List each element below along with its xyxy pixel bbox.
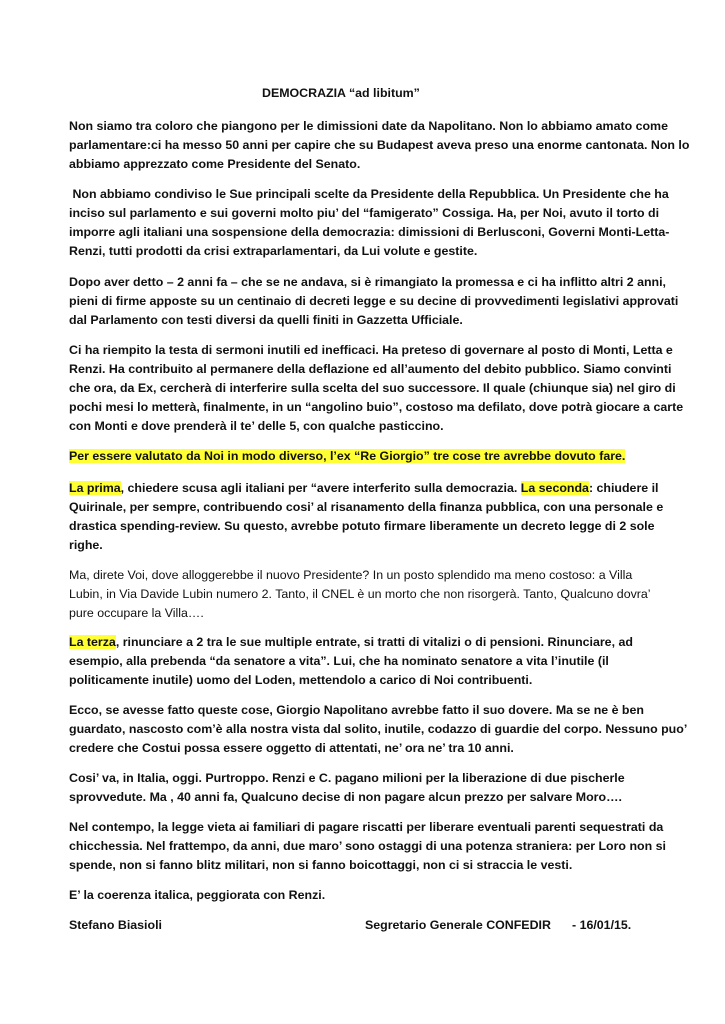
text-line: dal Parlamento con testi diversi da quelli finiti in Gazzetta Ufficiale. — [69, 313, 463, 327]
highlighted-text: La terza — [69, 635, 116, 649]
text-line — [69, 633, 669, 652]
text-line: credere che Costui possa essere oggetto di attentati, ne’ ora ne’ tra 10 anni. — [69, 741, 514, 755]
text-line: righe. — [69, 538, 103, 552]
text-line: Ci ha riempito la testa di sermoni inutili ed inefficaci. Ha preteso di governare al posto di Monti, Letta e — [69, 343, 673, 357]
highlighted-text: Per essere valutato da Noi in modo diverso, l’ex “Re Giorgio” tre cose tre avrebbe dovuto fare. — [69, 449, 626, 463]
text-line: Lubin, in Via Davide Lubin numero 2. Tanto, il CNEL è un morto che non risorgerà. Tanto, Qualcuno dovra’ — [69, 587, 651, 601]
text-line: chicchessia. Nel frattempo, da anni, due maro’ sono ostaggi di una potenza straniera: per Loro non si — [69, 839, 666, 853]
signature-name: Stefano Biasioli — [69, 918, 162, 932]
text-line: pieni di firme apposte su un centinaio di decreti legge e su decine di provvedimenti legislativi approvati — [69, 294, 679, 308]
text-line: Dopo aver detto – 2 anni fa – che se ne andava, si è rimangiato la promessa e ci ha inflitto altri 2 anni, — [69, 275, 667, 289]
text-line: drastica spending-review. Su questo, avrebbe potuto firmare liberamente un decreto legge di 2 sole — [69, 519, 655, 533]
text-line: inciso sul parlamento e sui governi molto piu’ del “famigerato” Cossiga. Ha, per Noi, avuto il torto di — [69, 206, 660, 220]
paragraph-6 — [69, 479, 669, 555]
text-line: Renzi, tutti prodotti da crisi extraparlamentari, da Lui volute e gestite. — [69, 244, 478, 258]
paragraph-11 — [69, 818, 669, 875]
text-line: guardato, nascosto com’è alla nostra vista dal solito, inutile, codazzo di guardie del corpo. Nessuno puo’ — [69, 722, 688, 736]
document-title: DEMOCRAZIA “ad libitum” — [262, 86, 420, 100]
text-line: Quirinale, per sempre, contribuendo cosi’ al risanamento della finanza pubblica, con una personale e — [69, 500, 664, 514]
paragraph-7 — [69, 566, 669, 623]
text-line: che ora, da Ex, cercherà di interferire sulla scelta del suo successore. Il quale (chiunque sia) nel giro di — [69, 381, 676, 395]
paragraph-4 — [69, 341, 684, 436]
text-line: Ecco, se avesse fatto queste cose, Giorgio Napolitano avrebbe fatto il suo dovere. Ma se ne è ben — [69, 703, 644, 717]
text-line: E’ la coerenza italica, peggiorata con Renzi. — [69, 888, 326, 902]
text-line: Non abbiamo condiviso le Sue principali scelte da Presidente della Repubblica. Un Presidente che ha — [69, 187, 669, 201]
text-line: parlamentare:ci ha messo 50 anni per capire che su Budapest aveva preso una enorme cantonata. Non lo — [69, 138, 690, 152]
paragraph-10 — [69, 769, 669, 807]
text-line: Non siamo tra coloro che piangono per le dimissioni date da Napolitano. Non lo abbiamo amato come — [69, 119, 668, 133]
paragraph-2 — [69, 185, 669, 261]
text-line: spende, non si fanno blitz militari, non si fanno boicottaggi, non ci si straccia le vesti. — [69, 858, 573, 872]
paragraph-5 — [69, 447, 669, 466]
highlighted-text: La seconda — [520, 481, 589, 495]
signature-date: - 16/01/15. — [572, 918, 632, 932]
text-segment: , rinunciare a 2 tra le sue multiple entrate, si tratti di vitalizi o di pensioni. Rinunciare, ad — [115, 635, 633, 649]
text-segment: , chiedere scusa agli italiani per “avere interferito sulla democrazia. — [120, 481, 521, 495]
text-line: Nel contempo, la legge vieta ai familiari di pagare riscatti per liberare eventuali parenti sequestrati da — [69, 820, 664, 834]
paragraph-1 — [69, 117, 690, 174]
text-line: con Monti e dove prenderà il te’ delle 5, con qualche pasticcino. — [69, 419, 444, 433]
text-line: imporre agli italiani una sospensione della democrazia: dimissioni di Berlusconi, Governi Monti-Letta- — [69, 225, 670, 239]
text-line: Renzi. Ha contribuito al permanere della deflazione ed all’aumento del debito pubblico. Siamo convinti — [69, 362, 672, 376]
text-line: Ma, direte Voi, dove alloggerebbe il nuovo Presidente? In un posto splendido ma meno costoso: a Villa — [69, 568, 633, 582]
text-segment: : chiudere il — [588, 481, 659, 495]
paragraph-9 — [69, 701, 688, 758]
signature-role: Segretario Generale CONFEDIR — [365, 918, 551, 932]
paragraph-3 — [69, 273, 679, 330]
text-line: esempio, alla prebenda “da senatore a vita”. Lui, che ha nominato senatore a vita l’inutile (il — [69, 654, 609, 668]
text-line: Cosi’ va, in Italia, oggi. Purtroppo. Renzi e C. pagano milioni per la liberazione di due pischerle — [69, 771, 625, 785]
paragraph-12 — [69, 886, 669, 905]
text-line: abbiamo apprezzato come Presidente del Senato. — [69, 157, 361, 171]
text-line — [69, 479, 669, 498]
text-line: pochi mesi lo metterà, finalmente, in un “angolino buio”, costoso ma defilato, dove potrà giocare a carte — [69, 400, 684, 414]
text-line: sprovvedute. Ma , 40 anni fa, Qualcuno decise di non pagare alcun prezzo per salvare Moro…. — [69, 790, 622, 804]
highlighted-text: La prima — [69, 481, 121, 495]
text-line: pure occupare la Villa…. — [69, 606, 204, 620]
text-line: politicamente inutile) uomo del Loden, mettendolo a carico di Noi contribuenti. — [69, 673, 533, 687]
paragraph-8 — [69, 633, 669, 690]
